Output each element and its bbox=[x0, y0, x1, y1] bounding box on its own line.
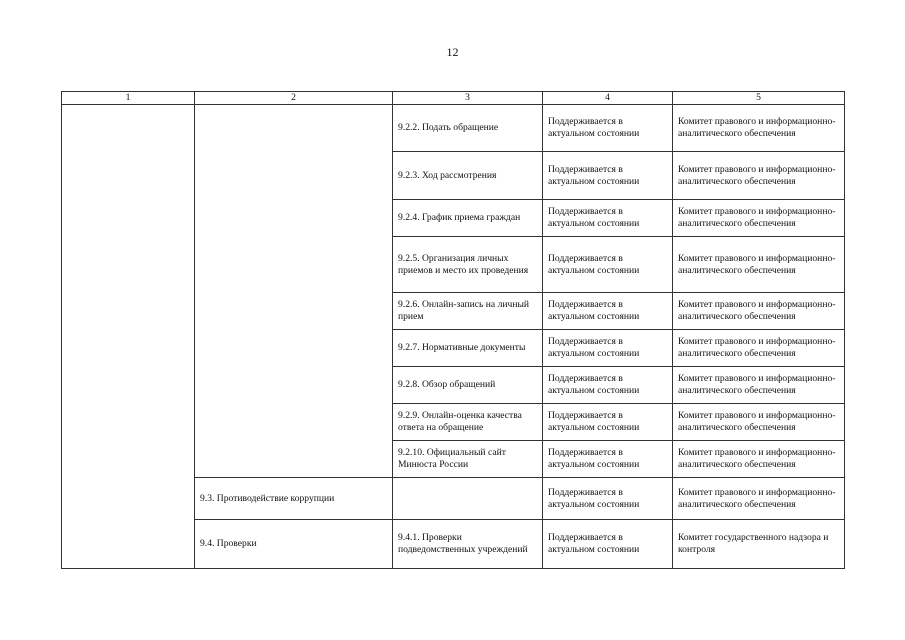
status-cell: Поддерживается в актуальном состоянии bbox=[543, 367, 673, 404]
responsible-cell: Комитет правового и информационно-аналитического обеспечения bbox=[673, 330, 845, 367]
status-cell: Поддерживается в актуальном состоянии bbox=[543, 293, 673, 330]
responsible-cell: Комитет правового и информационно-аналитического обеспечения bbox=[673, 293, 845, 330]
item-cell: 9.2.9. Онлайн-оценка качества ответа на обращение bbox=[393, 404, 543, 441]
header-col-5: 5 bbox=[673, 92, 845, 105]
item-cell: 9.2.10. Официальный сайт Минюста России bbox=[393, 441, 543, 478]
responsible-cell: Комитет правового и информационно-аналитического обеспечения bbox=[673, 200, 845, 237]
item-cell: 9.2.2. Подать обращение bbox=[393, 105, 543, 152]
status-cell: Поддерживается в актуальном состоянии bbox=[543, 237, 673, 293]
status-cell: Поддерживается в актуальном состоянии bbox=[543, 478, 673, 520]
status-cell: Поддерживается в актуальном состоянии bbox=[543, 152, 673, 200]
item-cell: 9.2.5. Организация личных приемов и место их проведения bbox=[393, 237, 543, 293]
status-cell: Поддерживается в актуальном состоянии bbox=[543, 200, 673, 237]
section-cell: 9.3. Противодействие коррупции bbox=[195, 478, 393, 520]
item-cell bbox=[393, 478, 543, 520]
table-row bbox=[62, 105, 845, 152]
page-number: 12 bbox=[446, 45, 459, 59]
item-cell: 9.2.7. Нормативные документы bbox=[393, 330, 543, 367]
header-col-1: 1 bbox=[62, 92, 195, 105]
status-cell: Поддерживается в актуальном состоянии bbox=[543, 404, 673, 441]
item-cell: 9.2.4. График приема граждан bbox=[393, 200, 543, 237]
responsible-cell: Комитет правового и информационно-аналитического обеспечения bbox=[673, 404, 845, 441]
header-col-4: 4 bbox=[543, 92, 673, 105]
col1-cell bbox=[62, 105, 195, 569]
header-col-2: 2 bbox=[195, 92, 393, 105]
item-cell: 9.2.3. Ход рассмотрения bbox=[393, 152, 543, 200]
responsible-cell: Комитет правового и информационно-аналитического обеспечения bbox=[673, 441, 845, 478]
responsible-cell: Комитет правового и информационно-аналитического обеспечения bbox=[673, 237, 845, 293]
item-cell: 9.2.8. Обзор обращений bbox=[393, 367, 543, 404]
status-cell: Поддерживается в актуальном состоянии bbox=[543, 520, 673, 569]
status-cell: Поддерживается в актуальном состоянии bbox=[543, 105, 673, 152]
responsible-cell: Комитет правового и информационно-аналитического обеспечения bbox=[673, 152, 845, 200]
section-cell: 9.4. Проверки bbox=[195, 520, 393, 569]
item-cell: 9.2.6. Онлайн-запись на личный прием bbox=[393, 293, 543, 330]
responsible-cell: Комитет правового и информационно-аналитического обеспечения bbox=[673, 478, 845, 520]
document-table bbox=[61, 91, 845, 569]
col2-cell bbox=[195, 105, 393, 478]
status-cell: Поддерживается в актуальном состоянии bbox=[543, 330, 673, 367]
header-row bbox=[62, 92, 845, 105]
status-cell: Поддерживается в актуальном состоянии bbox=[543, 441, 673, 478]
responsible-cell: Комитет правового и информационно-аналитического обеспечения bbox=[673, 105, 845, 152]
item-cell: 9.4.1. Проверки подведомственных учреждений bbox=[393, 520, 543, 569]
responsible-cell: Комитет государственного надзора и контроля bbox=[673, 520, 845, 569]
header-col-3: 3 bbox=[393, 92, 543, 105]
responsible-cell: Комитет правового и информационно-аналитического обеспечения bbox=[673, 367, 845, 404]
